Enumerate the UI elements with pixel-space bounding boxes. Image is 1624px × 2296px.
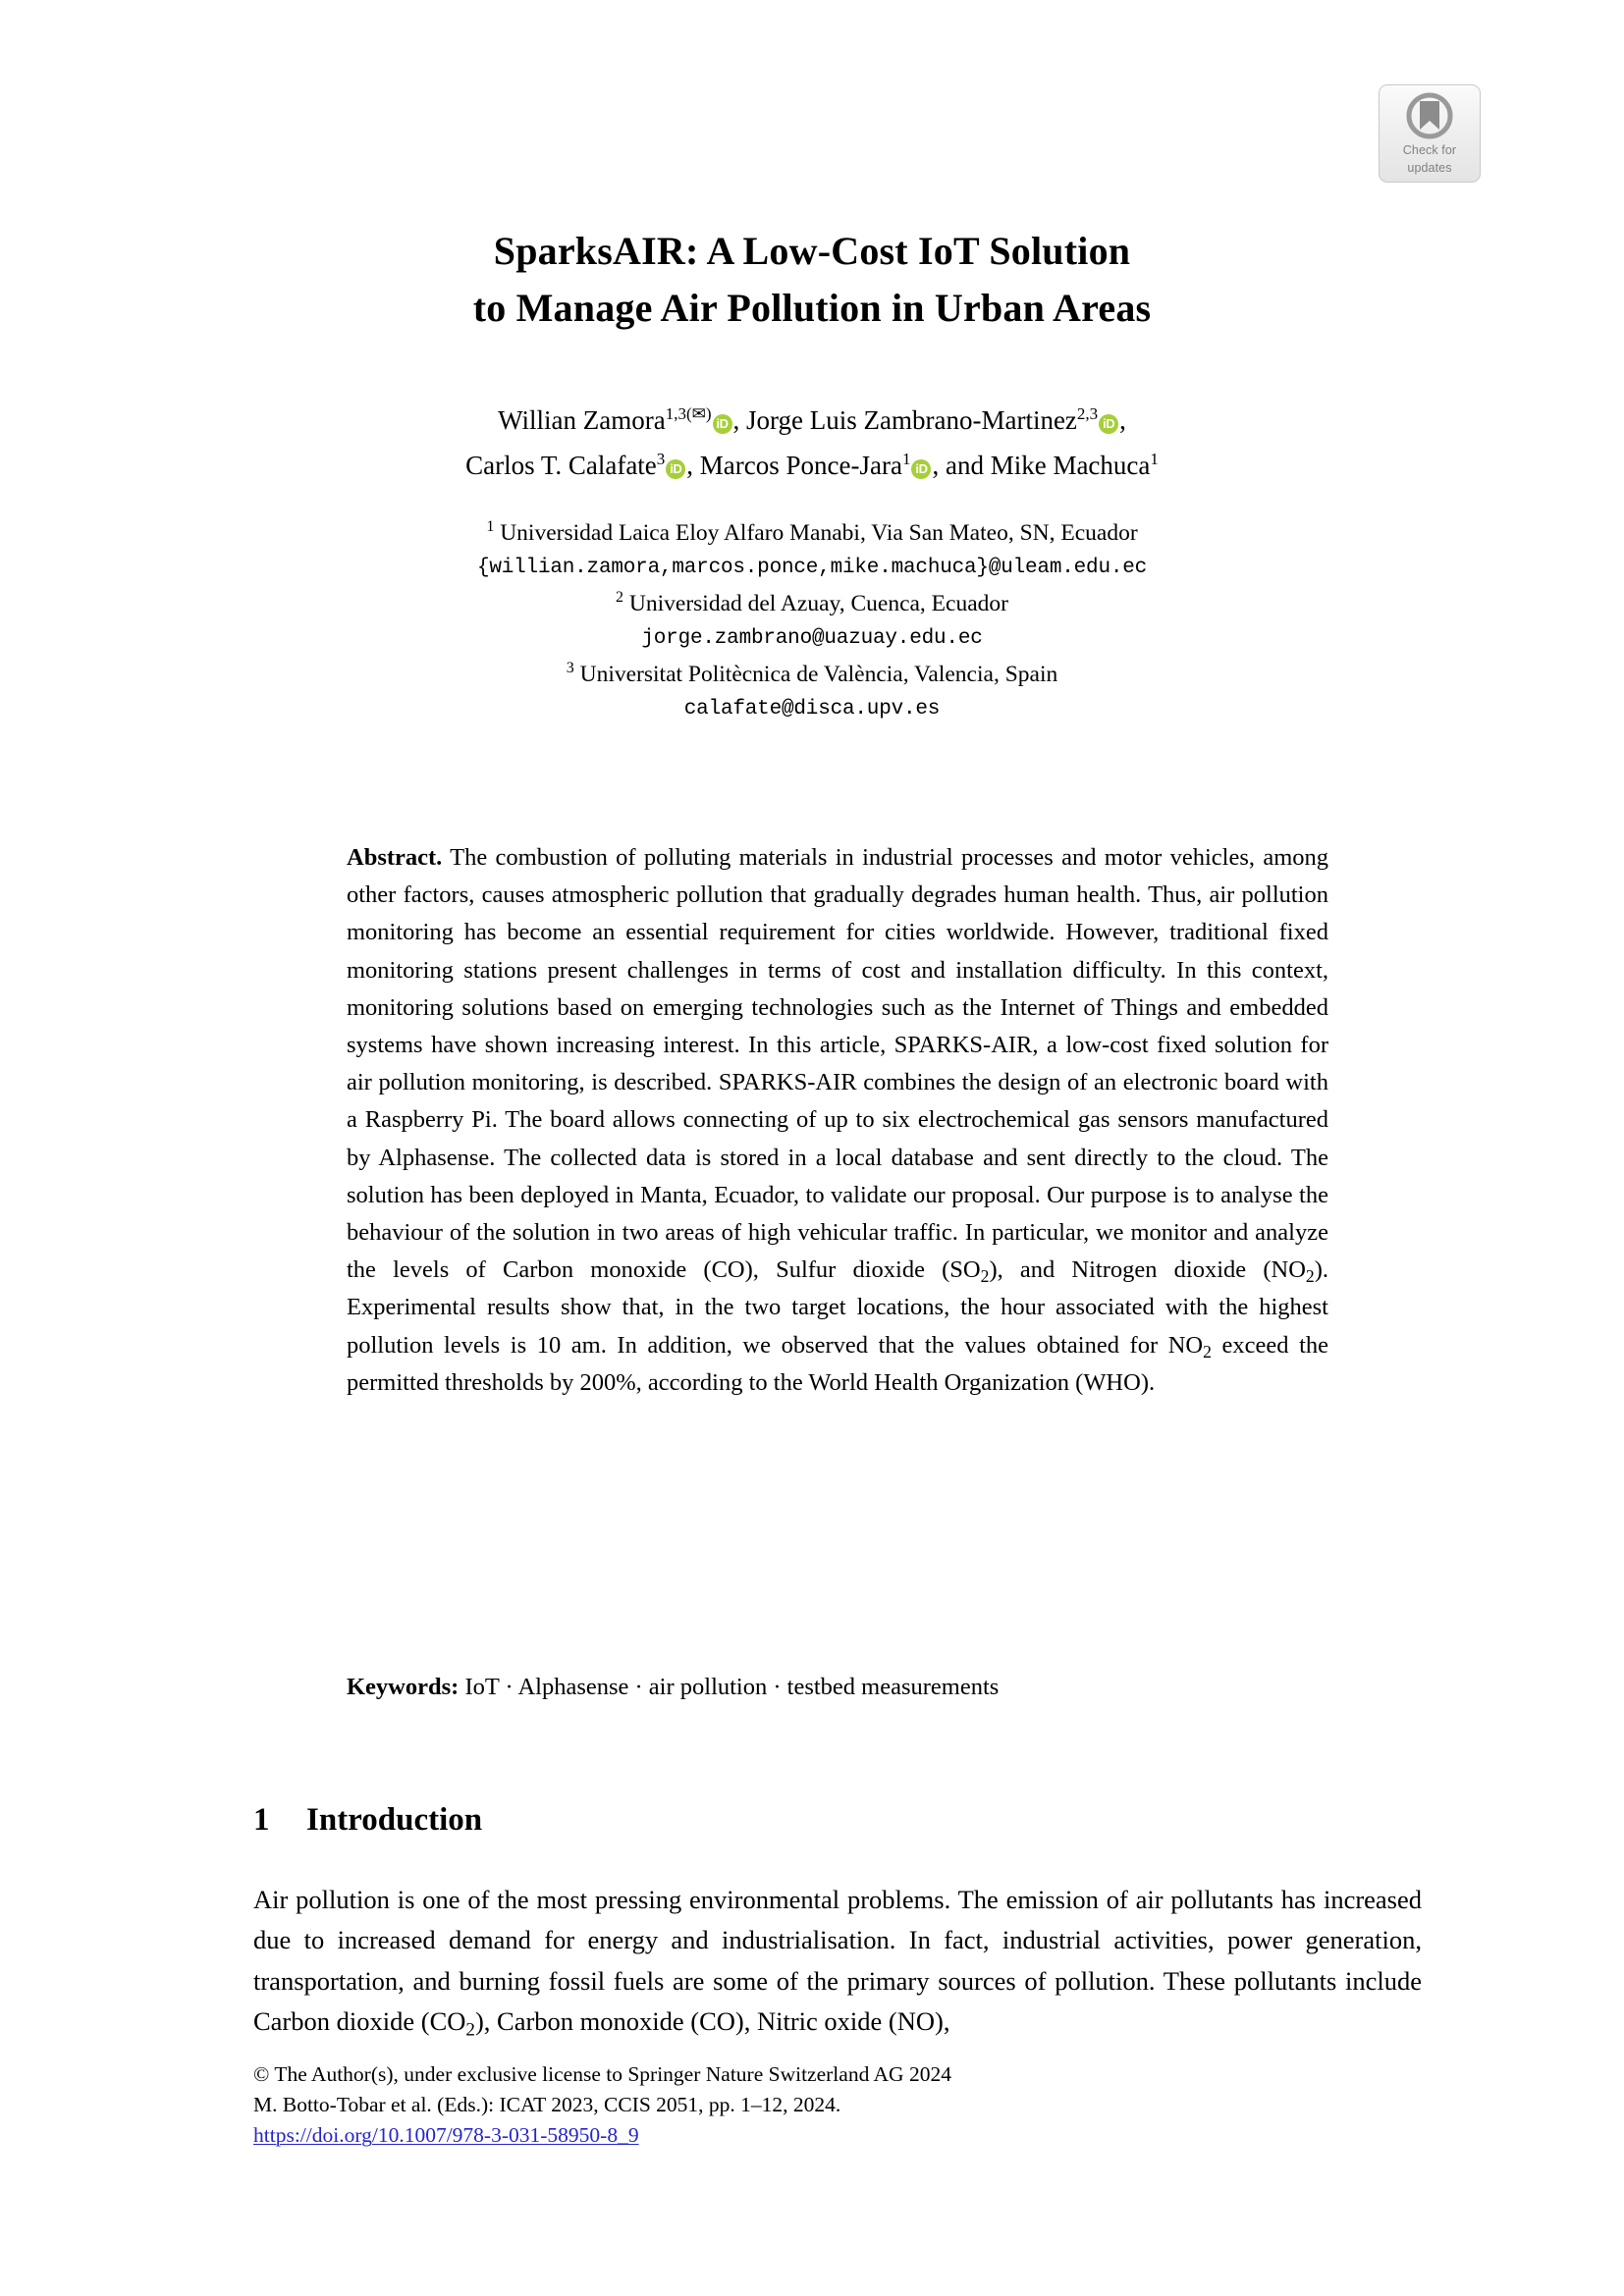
author-list [196,398,1428,488]
section-heading-introduction [253,1798,482,1842]
keywords-section [347,1669,1328,1706]
abstract-text-4: exceed the permitted thresholds by 200%, according to the World Health Organization (WHO). [347,1331,1328,1396]
author-affil-mark: 3 [656,450,666,468]
footer-copyright: © The Author(s), under exclusive license to Springer Nature Switzerland AG 2024 [253,2062,951,2086]
abstract-text-1: The combustion of polluting materials in industrial processes and motor vehicles, among other factors, causes atmospheric pollution that gradually degrades human health. Thus, air pollution monitoring has become an essential requirement for cities worldwide. However, traditional fixed monitoring stations present challenges in terms of cost and installation difficulty. In this context, monitoring solutions based on emerging technologies such as the Internet of Things and embedded systems have shown increasing interest. In this article, SPARKS-AIR, a low-cost fixed solution for air pollution monitoring, is described. SPARKS-AIR combines the design of an electronic board with a Raspberry Pi. The board allows connecting of up to six electrochemical gas sensors manufactured by Alphasense. The collected data is stored in a local database and sent directly to the cloud. The solution has been deployed in Manta, Ecuador, to validate our proposal. Our purpose is to analyse the behaviour of the solution in two areas of high vehicular traffic. In particular, we monitor and analyze the levels of Carbon monoxide (CO), Sulfur dioxide (SO [347,844,1328,1284]
author-affil-mark: 1,3(✉) [665,404,712,423]
orcid-icon[interactable]: iD [911,459,931,479]
affiliation-3-text: Universitat Politècnica de València, Valencia, Spain [579,662,1058,687]
keywords-label: Keywords: [347,1674,460,1700]
intro-text-2: ), Carbon monoxide (CO), Nitric oxide (NO), [474,2006,950,2036]
abstract-label: Abstract. [347,844,443,871]
badge-label-line1: Check for [1402,143,1457,157]
introduction-paragraph [253,1880,1422,2043]
page-footer [253,2059,1422,2151]
footer-citation: M. Botto-Tobar et al. (Eds.): ICAT 2023, CCIS 2051, pp. 1–12, 2024. [253,2093,841,2116]
abstract-text-3: ). Experimental results show that, in the two target locations, the hour associated with the highest pollution levels is 10 am. In addition, we observed that the values obtained for NO [347,1256,1328,1359]
affiliation-mark-1: 1 [486,518,495,536]
affiliation-1-email[interactable]: {willian.zamora,marcos.ponce,mike.machuca}@uleam.edu.ec [476,557,1148,579]
affiliation-2 [196,586,1428,621]
footer-doi-link[interactable]: https://doi.org/10.1007/978-3-031-58950-8_9 [253,2123,639,2147]
section-title: Introduction [306,1802,483,1839]
author-affil-mark: 1 [901,450,911,468]
bookmark-circle-icon [1406,92,1453,139]
abstract-subscript-3: 2 [1203,1341,1212,1362]
abstract-section [347,839,1328,1402]
paper-title-line1: SparksAIR: A Low-Cost IoT Solution [493,228,1131,273]
author-name-mike-machuca: , and Mike Machuca [932,451,1151,480]
intro-subscript-1: 2 [465,2019,475,2041]
affiliation-3 [196,657,1428,692]
author-line-2 [196,443,1428,488]
orcid-icon[interactable]: iD [1099,414,1118,434]
affiliation-3-email[interactable]: calafate@disca.upv.es [683,698,941,721]
affiliation-1 [196,515,1428,551]
author-affil-mark: 1 [1150,450,1159,468]
abstract-subscript-1: 2 [980,1266,990,1287]
author-affil-mark: 2,3 [1076,404,1099,423]
affiliation-2-text: Universidad del Azuay, Cuenca, Ecuador [628,591,1008,616]
intro-text-1: Air pollution is one of the most pressing environmental problems. The emission of air pollutants has increased due to increased demand for energy and industrialisation. In fact, industrial activities, power generation, transportation, and burning fossil fuels are some of the primary sources of pollution. These pollutants include Carbon dioxide (CO [253,1884,1422,2036]
paper-title [0,223,1624,337]
affiliation-mark-2: 2 [616,589,624,607]
author-line-1 [196,398,1428,443]
affiliation-mark-3: 3 [566,660,574,677]
abstract-subscript-2: 2 [1305,1266,1315,1287]
badge-label-line2: updates [1407,161,1452,175]
affiliation-block [196,515,1428,727]
author-separator-3: , Marcos Ponce-Jara [686,451,902,480]
orcid-icon[interactable]: iD [666,459,685,479]
author-separator-2: , [1119,405,1126,435]
author-name-carlos-calafate: Carlos T. Calafate [465,451,657,480]
check-for-updates-badge[interactable] [1379,84,1481,183]
orcid-icon[interactable]: iD [713,414,732,434]
affiliation-2-email[interactable]: jorge.zambrano@uazuay.edu.ec [641,627,983,650]
abstract-text-2: ), and Nitrogen dioxide (NO [989,1256,1306,1284]
affiliation-1-text: Universidad Laica Eloy Alfaro Manabi, Via San Mateo, SN, Ecuador [500,520,1138,546]
author-name-willian-zamora: Willian Zamora [498,405,666,435]
section-number: 1 [253,1802,270,1839]
author-separator-1: , Jorge Luis Zambrano-Martinez [732,405,1077,435]
keywords-text: IoT · Alphasense · air pollution · testbed measurements [464,1674,1000,1700]
paper-title-line2: to Manage Air Pollution in Urban Areas [472,285,1152,330]
